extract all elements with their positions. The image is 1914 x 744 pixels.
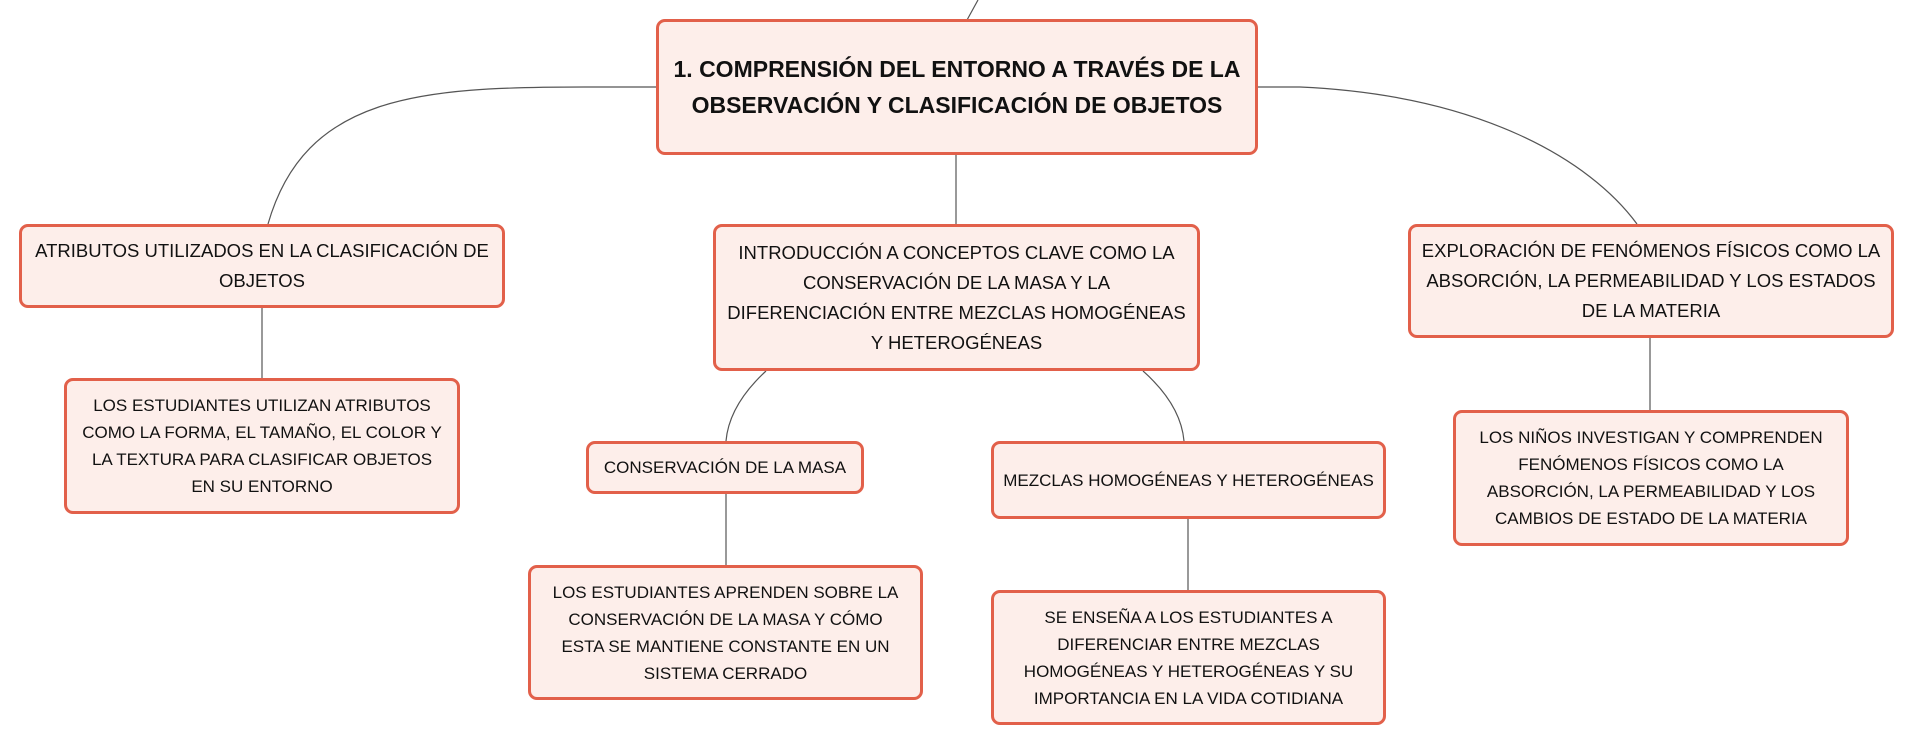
root-topic[interactable]: [656, 19, 1258, 155]
center-sub2-label: MEZCLAS HOMOGÉNEAS Y HETEROGÉNEAS: [1003, 470, 1374, 490]
center-sub2-topic[interactable]: [991, 441, 1386, 519]
center-topic[interactable]: [713, 224, 1200, 371]
connector-center-sub2: [1143, 371, 1184, 441]
right-detail[interactable]: [1453, 410, 1849, 546]
left-detail-label: LOS ESTUDIANTES UTILIZAN ATRIBUTOS COMO LA FORMA, EL TAMAÑO, EL COLOR Y LA TEXTURA PARA CLASIFICAR OBJETOS EN SU ENTORNO: [82, 396, 442, 496]
root-topic-label: 1. COMPRENSIÓN DEL ENTORNO A TRAVÉS DE LA OBSERVACIÓN Y CLASIFICACIÓN DE OBJETOS: [673, 56, 1241, 118]
center-sub2-detail-label: SE ENSEÑA A LOS ESTUDIANTES A DIFERENCIAR ENTRE MEZCLAS HOMOGÉNEAS Y HETEROGÉNEAS Y SU IMPORTANCIA EN LA VIDA COTIDIANA: [1023, 607, 1354, 708]
connector-root-right: [1258, 87, 1637, 224]
right-topic-label: EXPLORACIÓN DE FENÓMENOS FÍSICOS COMO LA ABSORCIÓN, LA PERMEABILIDAD Y LOS ESTADOS DE LA MATERIA: [1421, 240, 1881, 321]
left-detail[interactable]: [64, 378, 460, 514]
center-sub1-label: CONSERVACIÓN DE LA MASA: [603, 458, 847, 477]
center-topic-label: INTRODUCCIÓN A CONCEPTOS CLAVE COMO LA CONSERVACIÓN DE LA MASA Y LA DIFERENCIACIÓN ENTRE MEZCLAS HOMOGÉNEAS Y HETEROGÉNEAS: [727, 241, 1186, 353]
connector-parent: [967, 0, 978, 20]
center-sub1-detail-label: LOS ESTUDIANTES APRENDEN SOBRE LA CONSERVACIÓN DE LA MASA Y CÓMO ESTA SE MANTIENE CONSTANTE EN UN SISTEMA CERRADO: [552, 582, 899, 683]
right-topic[interactable]: [1408, 224, 1894, 338]
connector-root-left: [268, 87, 656, 224]
center-sub2-detail[interactable]: [991, 590, 1386, 725]
left-topic-label: ATRIBUTOS UTILIZADOS EN LA CLASIFICACIÓN DE OBJETOS: [35, 240, 489, 291]
right-detail-label: LOS NIÑOS INVESTIGAN Y COMPRENDEN FENÓMENOS FÍSICOS COMO LA ABSORCIÓN, LA PERMEABILIDAD Y LOS CAMBIOS DE ESTADO DE LA MATERIA: [1479, 428, 1823, 528]
connector-center-sub1: [726, 371, 766, 441]
left-topic[interactable]: [19, 224, 505, 308]
center-sub1-detail[interactable]: [528, 565, 923, 700]
center-sub1-topic[interactable]: [586, 441, 864, 494]
